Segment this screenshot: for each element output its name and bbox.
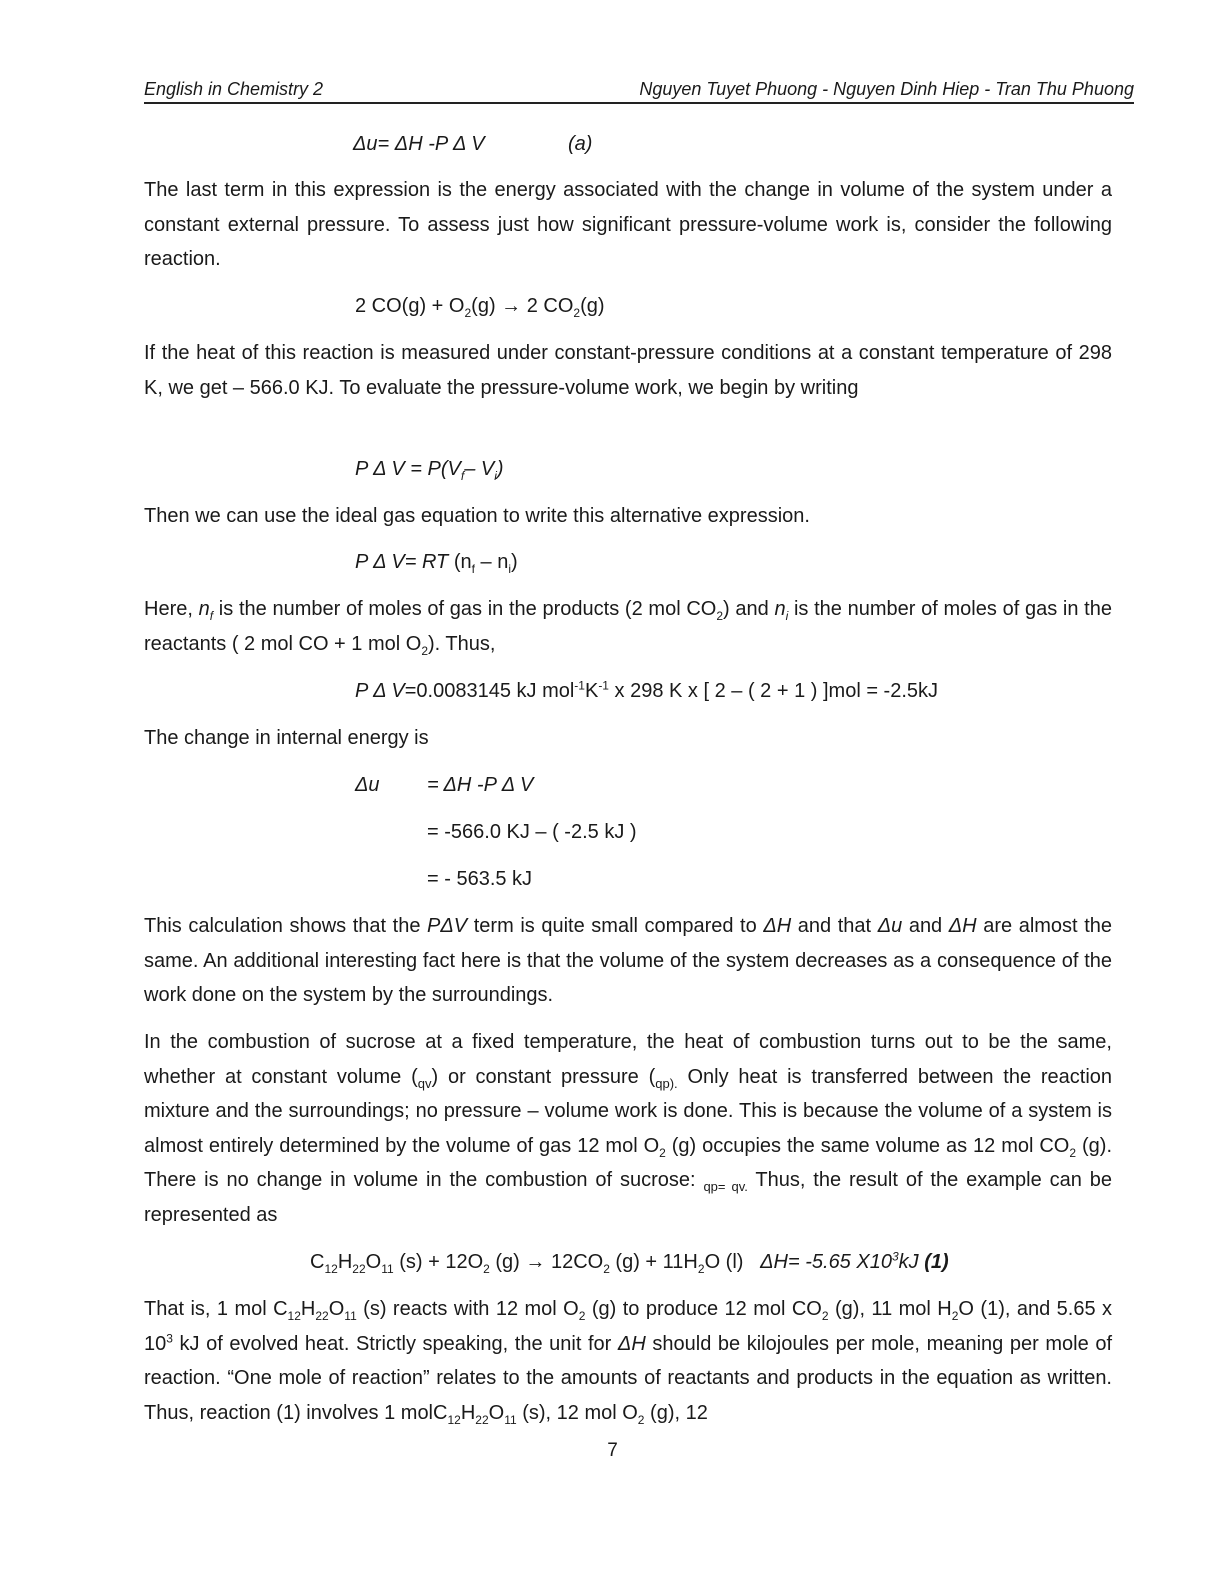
equation-pv-2: P Δ V= RT $(n_f - n_i)$ xyxy=(355,551,518,576)
calc-line-2: = -566.0 KJ – ( -2.5 kJ ) xyxy=(427,821,637,843)
equation-a-label: (a) xyxy=(568,133,593,155)
calc-line-3: = - 563.5 kJ xyxy=(427,868,533,890)
equation-pv-1: P Δ $V = P(V_f-$ $V_i$) xyxy=(355,458,504,483)
paragraph-7: In the combustion of sucrose at a fixed temperature, the heat of combustion turns out to be the same, whether at constant volume $(_{qv})$ or constant pressure ($_{qp).}$ Only heat is transferred between the reaction mixture and the surroundings; no pressure – volume work is done. This is because the volume of a system is almost entirely determined by the volume of gas 12 mol $O_2$ (g) occupies the same volume as 12 mol $CO_2$ (g). There is no change in volume in the combustion of sucrose: $_{qp= qv.}$ Thus, the result of the example can be represented as xyxy=(144,1031,1113,1226)
paragraph-2: If the heat of this reaction is measured under constant-pressure conditions at a constant temperature of 298 K, we get – 566.0 KJ. To evaluate the pressure-volume work, we begin by writing xyxy=(144,342,1112,399)
calc-lhs: Δu xyxy=(355,774,380,796)
header-right: Nguyen Tuyet Phuong - Nguyen Dinh Hiep - Tran Thu Phuong xyxy=(639,79,1134,99)
equation-pv-3: P Δ V=0.0083145 kJ $mol^{-1}K^{-1}$ x 298 K x [ 2 – ( 2 + 1 ) ]mol = -2.5kJ xyxy=(355,678,939,702)
paragraph-8: That is, 1 mol $C_{12}H_{22}O_{11}$ (s) reacts with 12 mol $O_2$ (g) to produce 12 mol $CO_2$ (g), 11 mol $H_2O$ (1), and 5.65 x $10^3$ kJ of evolved heat. Strictly speaking, the unit for ΔH should be kilojoules per mole, meaning per mole of reaction. “One mole of reaction” relates to the amounts of reactants and products in the equation as written. Thus, reaction (1) involves 1 $molC_{12}H_{22}O_{11}$ (s), 12 mol $O_2$ (g), 12 xyxy=(144,1298,1112,1427)
header-left: English in Chemistry 2 xyxy=(144,79,324,99)
equation-co-combustion: 2 $CO(g) + O_2(g) \to 2$ $CO_2(g)$ xyxy=(355,295,605,320)
equation-sucrose: $C_{12}H_{22}O_{11}$ $(s) + 12O_2$ $(g) \to 12CO_2$ $(g) + 11H_2O$ (l) ΔH= -5.65 $X10^3kJ$ (1) xyxy=(310,1249,949,1276)
paragraph-1: The last term in this expression is the energy associated with the change in volume of the system under a constant external pressure. To assess just how significant pressure-volume work is, consider the following reaction. xyxy=(144,179,1112,270)
calc-line-1: = ΔH -P Δ V xyxy=(427,774,534,796)
equation-a: Δu= ΔH -P Δ V xyxy=(353,133,485,155)
page-header xyxy=(144,76,1134,104)
page-number: 7 xyxy=(607,1440,618,1461)
paragraph-5: The change in internal energy is xyxy=(144,727,429,749)
paragraph-6: This calculation shows that the PΔV term is quite small compared to ΔH and that Δu and ΔH are almost the same. An additional interesting fact here is that the volume of the system decreases as a consequence of the work done on the system by the surroundings. xyxy=(144,915,1112,1006)
paragraph-3: Then we can use the ideal gas equation to write this alternative expression. xyxy=(144,505,810,527)
paragraph-4: Here, $n_f$ is the number of moles of gas in the products (2 mol $CO_2$) and $n_i$ is the number of moles of gas in the reactants ( 2 mol CO + 1 mol $O_2$). Thus, xyxy=(144,598,1112,658)
